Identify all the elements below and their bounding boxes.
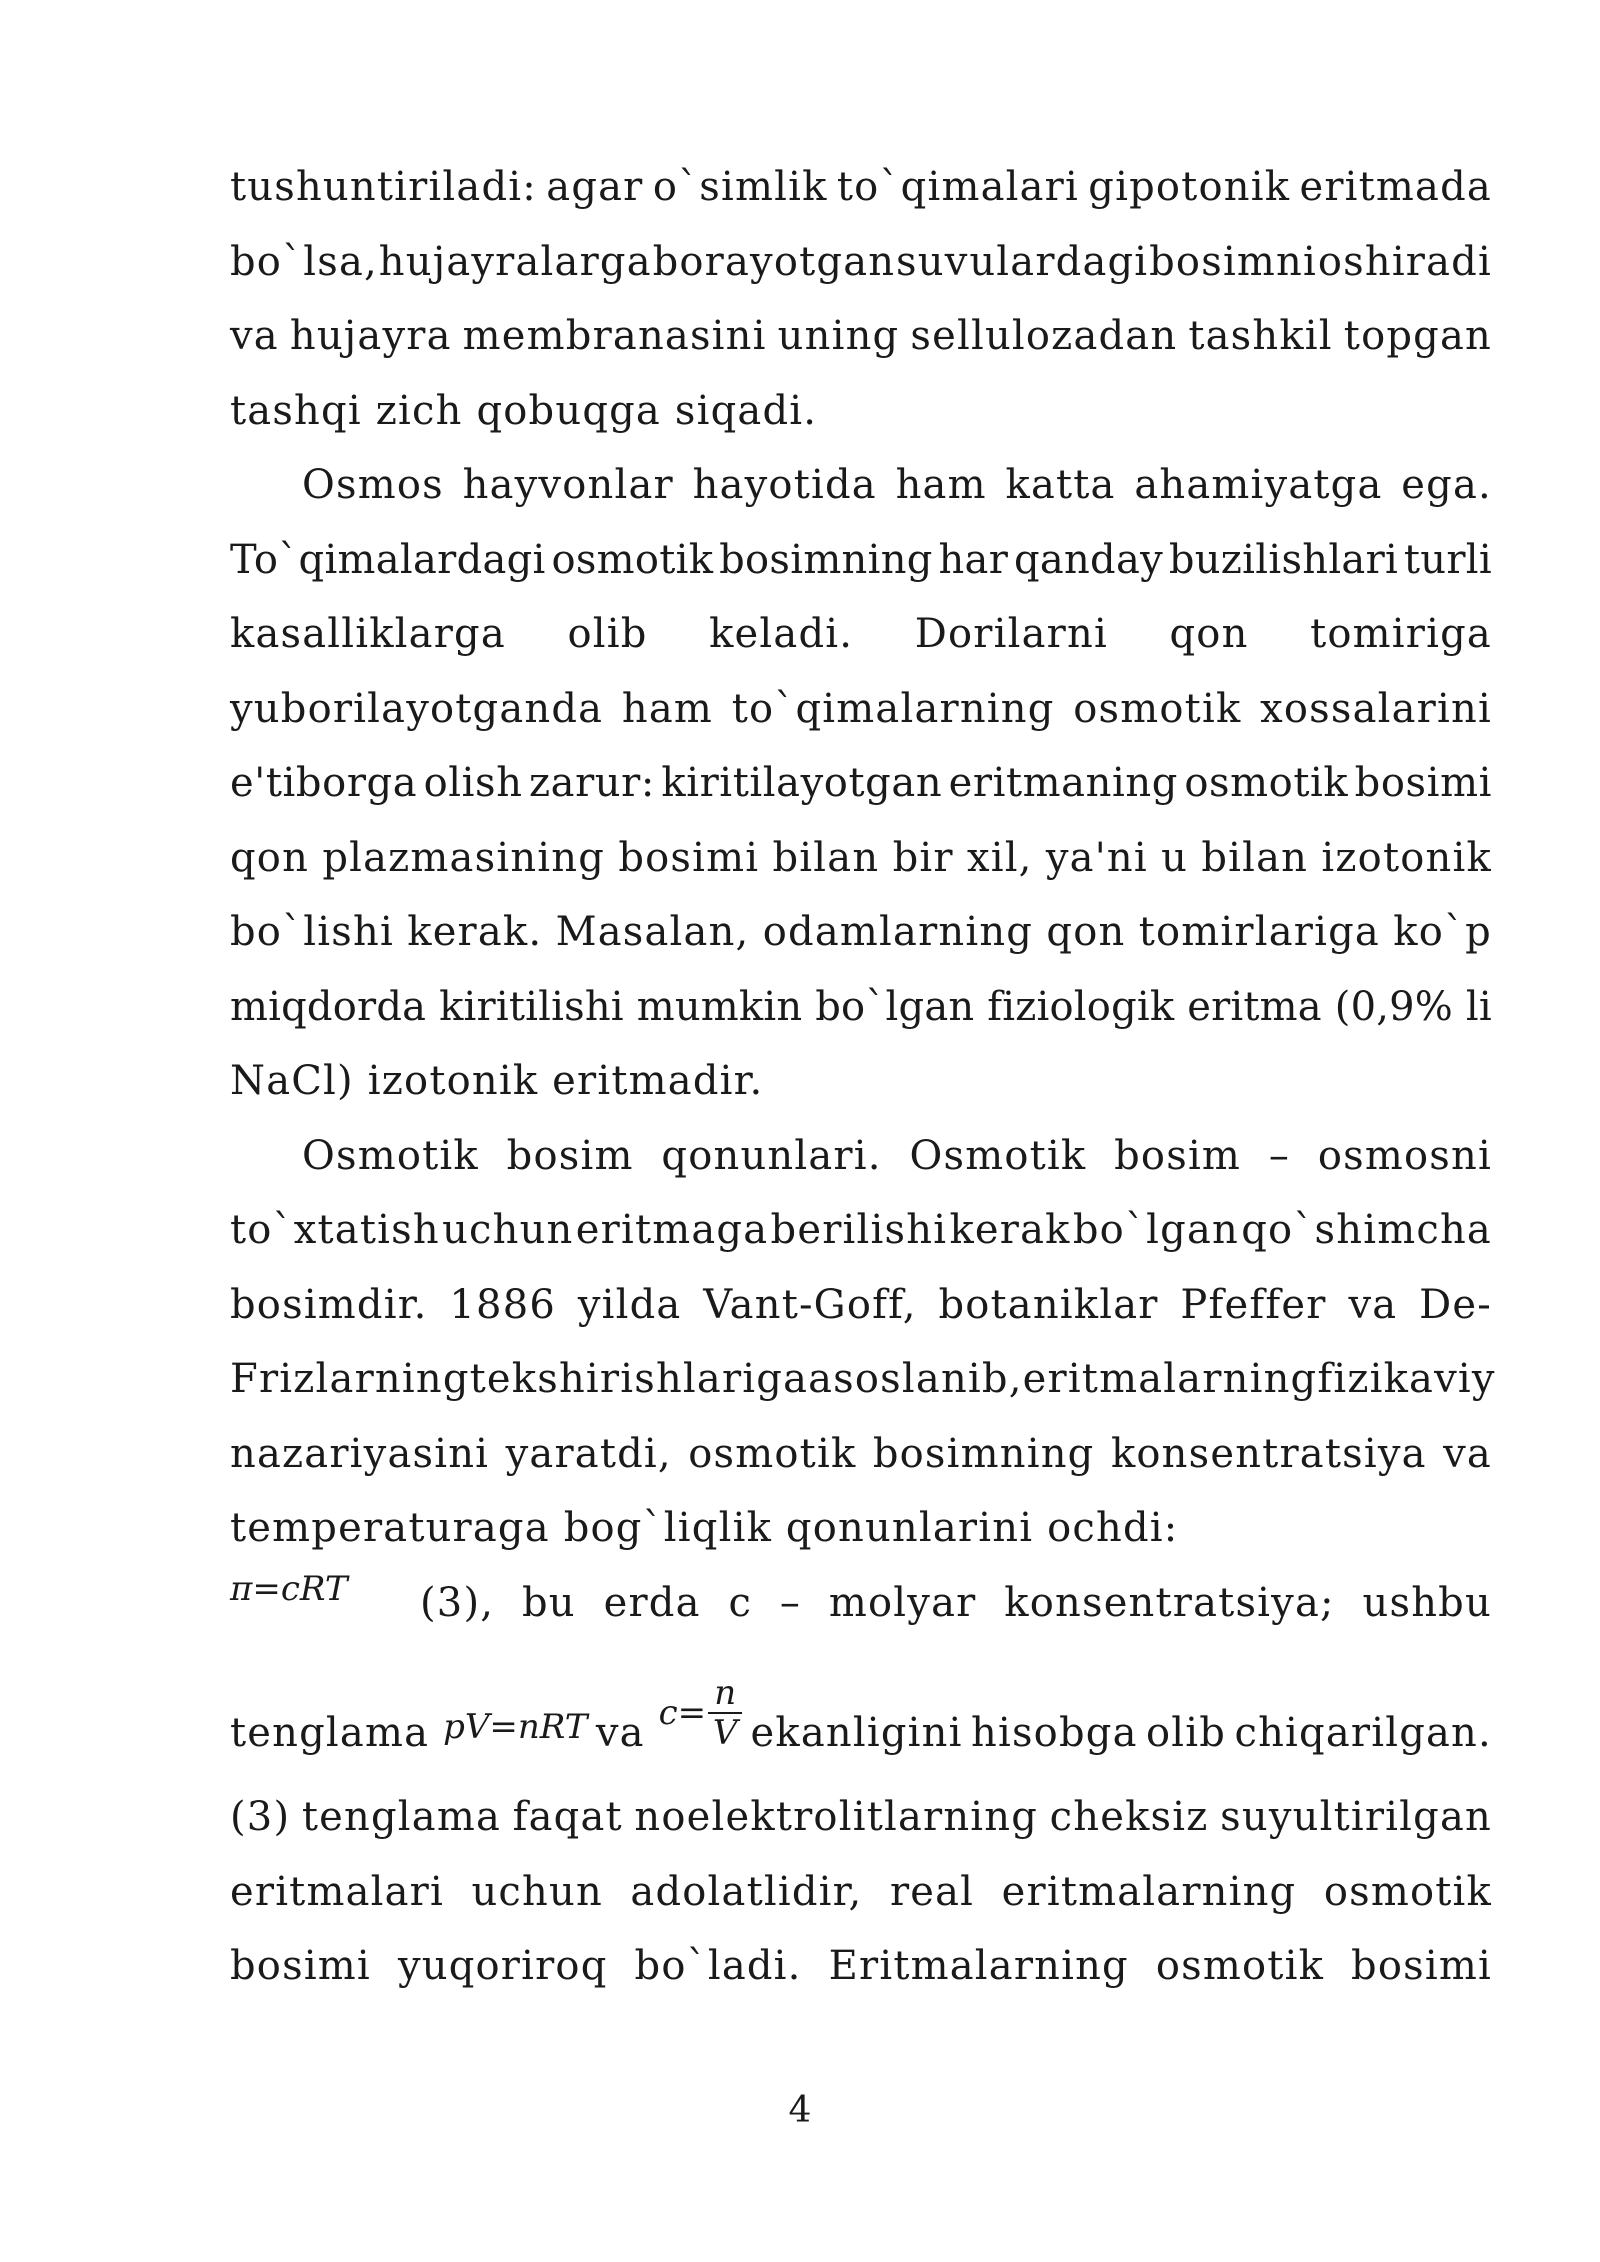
word: bosimi (1351, 1943, 1492, 1989)
word: cheksiz (1049, 1794, 1209, 1840)
text-line (230, 225, 1492, 300)
word: Vant-Goff, (703, 1281, 917, 1328)
word: Osmotik (302, 1132, 479, 1179)
word: agar (546, 164, 644, 210)
word: bosim (1114, 1132, 1242, 1179)
word: katta (1005, 462, 1116, 508)
word: NaCl) izotonik eritmadir. (230, 1058, 764, 1104)
word: qon (1169, 611, 1249, 657)
word: real (889, 1868, 975, 1915)
text-line (230, 523, 1492, 598)
word: De- (1419, 1281, 1492, 1328)
word: osmosni (1317, 1132, 1492, 1179)
word: qonunlari. (661, 1132, 882, 1179)
word: ulardagi (969, 238, 1149, 285)
word: sellulozadan (910, 313, 1178, 359)
word: uning (777, 313, 900, 359)
word: botaniklar (938, 1281, 1159, 1328)
word: membranasini (462, 313, 767, 359)
word: bo`lishi (230, 909, 394, 955)
word: suv (896, 238, 969, 285)
word: eritmaga (575, 1207, 769, 1253)
word: e'tiborga (230, 760, 418, 806)
word: Eritmalarning (828, 1943, 1129, 1989)
word: va (230, 313, 279, 359)
word: eritmaning (948, 760, 1178, 806)
word: bo`ladi. (634, 1943, 802, 1989)
word: bo`lgan (815, 983, 975, 1030)
word: keladi. (709, 611, 854, 657)
word: bosim (506, 1132, 634, 1179)
word: nazariyasini (230, 1430, 490, 1477)
word: qon (230, 834, 310, 881)
word: olib (567, 611, 648, 657)
word: bilan (772, 834, 880, 881)
word: (3), (420, 1579, 495, 1626)
text-line (230, 1929, 1492, 2004)
word: kerak (949, 1207, 1071, 1253)
word: (3) (230, 1794, 291, 1840)
text-line (230, 672, 1492, 747)
text-line (230, 746, 1492, 821)
word: qanday (1013, 536, 1164, 583)
word: eritmada (1299, 164, 1492, 210)
text-line (230, 1780, 1492, 1855)
word: bosimi (1354, 760, 1492, 806)
formula-line-text (420, 1566, 1492, 1641)
text-line-last (230, 374, 1492, 449)
word: ega. (1401, 462, 1492, 508)
word: adolatlidir, (630, 1868, 863, 1915)
text-line (230, 150, 1492, 225)
word: c (728, 1579, 753, 1626)
word: fiziologik (987, 983, 1175, 1030)
text-line (230, 1193, 1492, 1268)
word: buzilishlari (1168, 536, 1399, 583)
word: mumkin (636, 983, 803, 1030)
word: eritmalarning (1001, 1868, 1297, 1915)
word: tomirlariga (1138, 909, 1380, 955)
word: ushbu (1362, 1579, 1492, 1626)
word: ya'ni (1045, 834, 1148, 881)
text-line-indented (230, 448, 1492, 523)
word: kasalliklarga (230, 611, 506, 657)
concentration-fraction (659, 1674, 743, 1752)
osmotic-pressure-formula: π=cRT (230, 1568, 348, 1609)
word: osmotik (1184, 760, 1349, 806)
word: (0,9% (1334, 983, 1453, 1030)
word: yuqoriroq (397, 1943, 608, 1989)
text-line (230, 895, 1492, 970)
word: u (1161, 834, 1189, 881)
text-line (230, 1417, 1492, 1492)
word: hisobga (971, 1709, 1138, 1756)
word: tashkil (1188, 313, 1333, 359)
word: kiritilishi (439, 983, 624, 1030)
word: – (779, 1579, 802, 1626)
word: xil, (966, 834, 1033, 881)
text-line (230, 597, 1492, 672)
word: turli (1403, 536, 1492, 583)
word: hayotida (692, 462, 877, 508)
word: qo`shimcha (1241, 1207, 1492, 1253)
word: asoslanib, (808, 1356, 1023, 1402)
word: ahamiyatga (1134, 462, 1383, 508)
word: izotonik (1321, 834, 1492, 881)
word: tushuntiriladi: (230, 164, 537, 210)
word: va (595, 1709, 645, 1756)
word: topgan (1343, 313, 1492, 359)
word: har (938, 536, 1009, 583)
word: borayotgan (652, 238, 896, 285)
word: osmotik (1323, 1868, 1492, 1915)
word: Masalan, (555, 909, 750, 955)
word: osmotik (1073, 685, 1242, 732)
word: tenglama (230, 1709, 430, 1756)
word: fizikaviy (1317, 1356, 1496, 1402)
word: li (1465, 983, 1492, 1030)
word: osmotik (551, 536, 714, 583)
word: olish (423, 760, 523, 806)
equation-line-content (230, 1673, 1492, 1774)
word: eritmalari (230, 1868, 444, 1915)
page-number: 4 (788, 2090, 812, 2131)
equation-word-va (595, 1673, 742, 1774)
word: tenglama (301, 1794, 502, 1840)
word: molyar (828, 1579, 977, 1626)
word: bir (892, 834, 954, 881)
formula-line (230, 1566, 1492, 1641)
word: bosimning (719, 536, 933, 583)
word: berilishi (770, 1207, 948, 1253)
word: o`simlik (652, 164, 828, 210)
text-line (230, 821, 1492, 896)
word: olib (1146, 1709, 1227, 1756)
equation-line (230, 1640, 1492, 1780)
body-text (230, 150, 1496, 2004)
word: oshiradi (1317, 238, 1492, 285)
word: ko`p (1393, 909, 1492, 955)
ideal-gas-formula: pV=nRT (443, 1706, 588, 1747)
word: bo`lsa, (230, 238, 378, 285)
word: uchun (471, 1868, 603, 1915)
fraction-body (708, 1674, 742, 1752)
word: hujayra (289, 313, 452, 359)
word: yaratdi, (505, 1430, 672, 1477)
word: tomiriga (1310, 611, 1492, 657)
word: miqdorda (230, 983, 427, 1030)
text-line (230, 970, 1492, 1045)
text-line-indented (230, 1119, 1492, 1194)
word: tashqi zich qobuqga siqadi. (230, 387, 818, 434)
word: konsentratsiya (1110, 1430, 1427, 1477)
word: bo`lgan (1072, 1207, 1239, 1253)
word: suyultirilgan (1220, 1794, 1492, 1840)
word: gipotonik (1088, 164, 1291, 210)
word: To`qimalardagi (230, 536, 546, 583)
word: to`qimalari (836, 164, 1079, 210)
word: ham (895, 462, 987, 508)
word: eritma (1187, 983, 1322, 1030)
word: osmotik (1155, 1943, 1325, 1989)
text-line (230, 1855, 1492, 1930)
text-line (230, 299, 1492, 374)
word: hujayralarga (378, 238, 652, 285)
word: Frizlarning (230, 1356, 470, 1402)
word: uchun (442, 1207, 574, 1253)
text-line (230, 1342, 1496, 1417)
word: xossalarini (1260, 685, 1492, 732)
word: hayvonlar (462, 462, 674, 508)
word: to`xtatish (230, 1207, 440, 1253)
word: noelektrolitlarning (634, 1794, 1039, 1840)
word: kerak. (407, 909, 543, 955)
word: bu (522, 1579, 576, 1626)
word: kiritilayotgan (661, 760, 943, 806)
word: Osmotik (909, 1132, 1087, 1179)
word: bosimning (872, 1430, 1095, 1477)
equation-word-tenglama (230, 1696, 587, 1773)
word: va (1348, 1281, 1398, 1328)
word: ham (621, 685, 714, 732)
word: 1886 (449, 1281, 556, 1328)
word: plazmasining (322, 834, 606, 881)
word: yilda (577, 1281, 682, 1328)
fraction-denominator: V (712, 1713, 738, 1753)
word: eritmalarning (1022, 1356, 1318, 1402)
text-line-last (230, 1044, 1492, 1119)
word: yuborilayotganda (230, 685, 604, 732)
word: Dorilarni (914, 611, 1108, 657)
word: va (1443, 1430, 1492, 1477)
word: bosimi (230, 1943, 371, 1989)
word: erda (603, 1579, 701, 1626)
word: ekanligini (750, 1709, 963, 1756)
word: Osmos (302, 462, 444, 508)
word: osmotik (688, 1430, 857, 1477)
word: bosimdir. (230, 1281, 428, 1328)
word: qon (1046, 909, 1126, 955)
word: – (1268, 1132, 1291, 1179)
text-line (230, 1268, 1492, 1343)
word: zarur: (528, 760, 655, 806)
word: faqat (512, 1794, 623, 1840)
word: to`qimalarning (731, 685, 1055, 732)
text-line-last (230, 1491, 1492, 1566)
word: chiqarilgan. (1234, 1709, 1492, 1756)
word: tekshirishlariga (469, 1356, 809, 1402)
word: bilan (1201, 834, 1309, 881)
word: temperaturaga bog`liqlik qonunlarini ochdi: (230, 1505, 1179, 1551)
fraction-numerator: n (714, 1673, 737, 1713)
word: odamlarning (762, 909, 1034, 955)
word: bosimni (1149, 238, 1318, 285)
word: bosimi (618, 834, 760, 881)
word: Pfeffer (1180, 1281, 1327, 1328)
word: konsentratsiya; (1004, 1579, 1335, 1626)
fraction-left: c= (658, 1692, 707, 1733)
